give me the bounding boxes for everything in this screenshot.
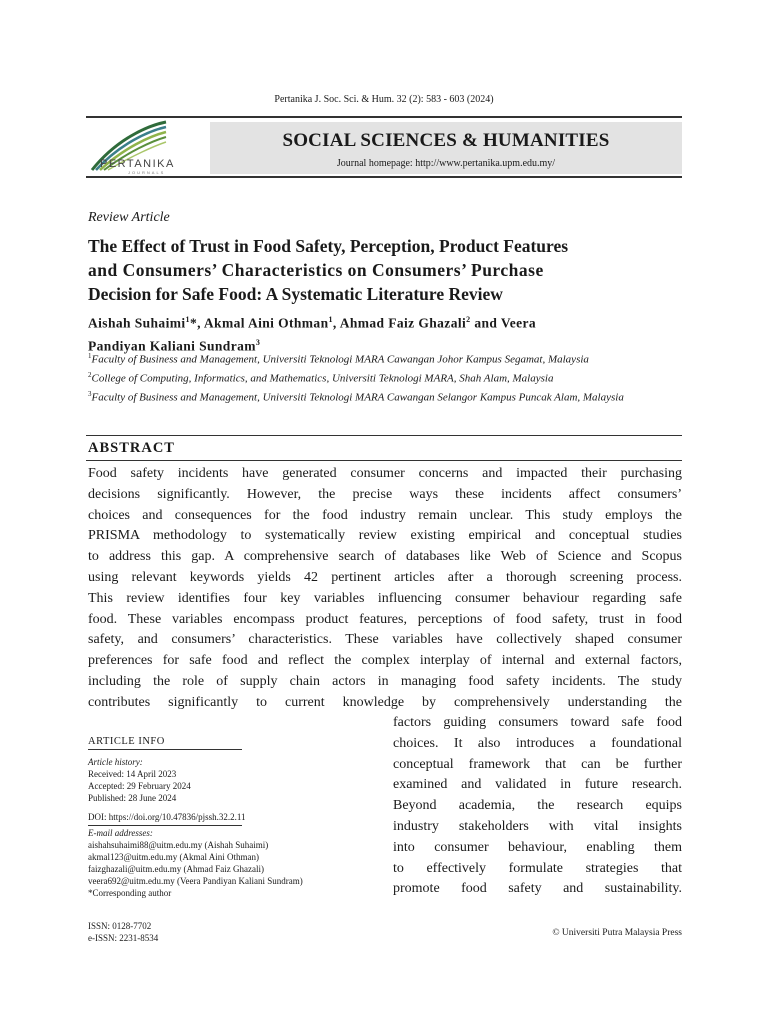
- affiliation: [88, 369, 684, 386]
- abstract-line: to effectively formulate strategies that: [393, 860, 682, 876]
- email-label: E-mail addresses:: [88, 828, 153, 838]
- affiliation-text: Faculty of Business and Management, Universiti Teknologi MARA Cawangan Selangor Kampus Puncak Alam, Malaysia: [91, 391, 624, 404]
- article-info: [88, 736, 242, 804]
- abstract-line: using relevant keywords yields 42 pertinent articles after a thorough screening process.: [88, 569, 682, 585]
- affiliation: [88, 350, 684, 367]
- title-line: and Consumers’ Characteristics on Consumers’ Purchase: [88, 260, 544, 280]
- article-type: Review Article: [88, 210, 170, 225]
- eissn: e-ISSN: 2231-8534: [88, 933, 159, 943]
- author-name: Pandiyan Kaliani Sundram: [88, 338, 256, 353]
- issn-block: [88, 920, 158, 944]
- author-affil-sup: 3: [255, 337, 261, 347]
- abstract-line: PRISMA methodology to systematically review existing empirical and conceptual studies: [88, 528, 682, 544]
- abstract-line: safety, and consumers’ characteristics. These variables have collectively shaped consumer: [88, 632, 682, 648]
- corresponding-author-note: *Corresponding author: [88, 888, 172, 898]
- journal-citation: Pertanika J. Soc. Sci. & Hum. 32 (2): 583 - 603 (2024): [274, 94, 494, 105]
- abstract-line: to address this gap. A comprehensive search of databases like Web of Science and Scopus: [88, 549, 682, 565]
- affiliation-sup: 2: [88, 371, 92, 380]
- masthead-banner: [210, 122, 682, 174]
- corresponding-mark: *,: [189, 315, 204, 331]
- abstract-line: food. These variables encompass product features, perceptions of food safety, trust in food: [88, 611, 682, 627]
- title-line: Decision for Safe Food: A Systematic Literature Review: [88, 284, 503, 304]
- abstract-line: factors guiding consumers toward safe food: [393, 715, 682, 730]
- abstract-line: promote food safety and sustainability.: [393, 881, 682, 897]
- abstract-line: choices. It also introduces a foundational: [393, 735, 682, 751]
- article-history: [88, 756, 242, 804]
- abstract-line: Beyond academia, the research equips: [393, 798, 682, 814]
- author-name: Ahmad Faiz Ghazali: [339, 315, 467, 331]
- abstract-line: contributes significantly to current knowledge by comprehensively understanding the: [88, 694, 682, 710]
- title-line: The Effect of Trust in Food Safety, Perception, Product Features: [88, 236, 569, 256]
- author-separator: ,: [332, 315, 340, 331]
- affiliation-sup: 1: [88, 352, 92, 360]
- abstract-line: conceptual framework that can be further: [393, 756, 682, 772]
- article-title: [88, 234, 684, 306]
- abstract-body: [88, 464, 682, 714]
- abstract-body-column: [393, 713, 682, 900]
- author-affil-sup: 1: [328, 315, 333, 324]
- abstract-line: Food safety incidents have generated consumer concerns and impacted their purchasing: [88, 466, 682, 481]
- article-info-heading: ARTICLE INFO: [88, 736, 242, 750]
- email-item[interactable]: aishahsuhaimi88@uitm.edu.my (Aishah Suhaimi): [88, 840, 269, 850]
- author-separator: and Veera: [470, 315, 537, 331]
- issn: ISSN: 0128-7702: [88, 921, 152, 931]
- received-date: Received: 14 April 2023: [88, 769, 177, 779]
- abstract-divider: [86, 460, 682, 461]
- abstract-line: preferences for safe food and reflect the complex interplay of internal and external factors,: [88, 653, 682, 669]
- section-divider: [86, 435, 682, 436]
- author-name: Aishah Suhaimi: [88, 315, 186, 331]
- affiliation-text: Faculty of Business and Management, Universiti Teknologi MARA Cawangan Johor Kampus Segamat, Malaysia: [91, 353, 589, 366]
- affiliation: [88, 388, 684, 405]
- journal-name: SOCIAL SCIENCES & HUMANITIES: [282, 130, 610, 151]
- published-date: Published: 28 June 2024: [88, 793, 177, 803]
- email-item[interactable]: faizghazali@uitm.edu.my (Ahmad Faiz Ghazali): [88, 864, 264, 874]
- author-affil-sup: 1: [185, 315, 190, 324]
- affiliation-text: College of Computing, Informatics, and Mathematics, Universiti Teknologi MARA, Shah Alam, Malaysia: [91, 372, 554, 385]
- abstract-line: examined and validated in future research.: [393, 777, 682, 793]
- history-label: Article history:: [88, 757, 143, 767]
- abstract-line: choices and consequences for the food industry remain unclear. This study employs the: [88, 507, 682, 523]
- abstract-line: This review identifies four key variables influencing consumer behaviour regarding safe: [88, 590, 682, 606]
- accepted-date: Accepted: 29 February 2024: [88, 781, 191, 791]
- abstract-line: decisions significantly. However, the precise ways these incidents affect consumers’: [88, 486, 682, 502]
- journal-homepage: Journal homepage: http://www.pertanika.upm.edu.my/: [336, 158, 556, 169]
- abstract-line: into consumer behaviour, enabling them: [393, 839, 682, 855]
- affiliation-sup: 3: [88, 390, 92, 399]
- logo-subtext: JOURNALS: [128, 170, 166, 175]
- author-name: Akmal Aini Othman: [203, 315, 329, 331]
- logo-wordmark: PERTANIKA: [100, 158, 175, 170]
- author-affil-sup: 2: [466, 315, 471, 324]
- email-addresses: [88, 827, 388, 899]
- abstract-line: industry stakeholders with vital insights: [393, 818, 682, 834]
- affiliations: [88, 350, 684, 407]
- pertanika-logo: [86, 118, 210, 176]
- author-list: [88, 310, 684, 355]
- abstract-heading: ABSTRACT: [88, 440, 175, 456]
- email-item[interactable]: veera692@uitm.edu.my (Veera Pandiyan Kaliani Sundram): [88, 876, 303, 886]
- abstract-line: including the role of supply chain actors in managing food safety incidents. The study: [88, 673, 682, 689]
- publisher-copyright: © Universiti Putra Malaysia Press: [552, 928, 682, 938]
- doi-link[interactable]: DOI: https://doi.org/10.47836/pjssh.32.2.11: [88, 812, 246, 822]
- email-item[interactable]: akmal123@uitm.edu.my (Akmal Aini Othman): [88, 852, 260, 862]
- doi-divider: [88, 825, 242, 826]
- journal-masthead: [86, 116, 682, 178]
